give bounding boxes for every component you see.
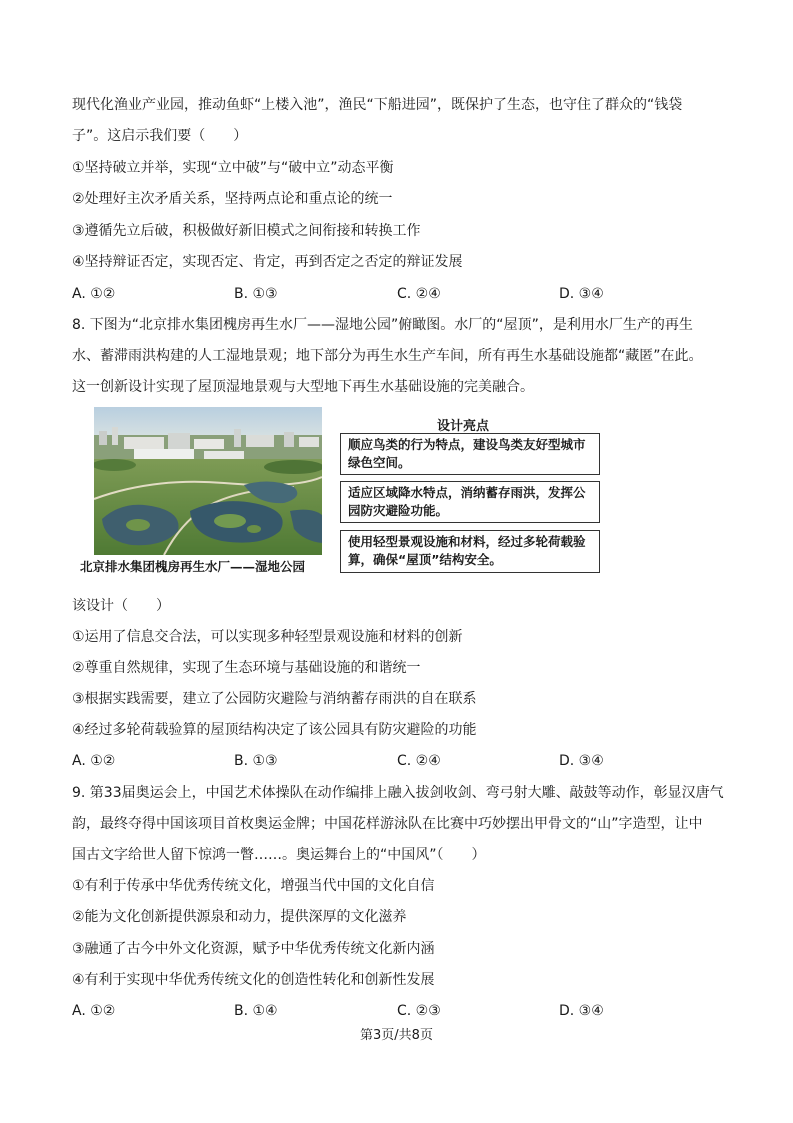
q7-option-b[interactable]: B. ①③ [234,286,278,302]
q9-options [72,1001,732,1021]
q7-options [72,284,732,304]
q8-figure [80,405,602,575]
q9-option-d[interactable]: D. ③④ [559,1003,604,1019]
q9-stem-line-1: 9. 第33届奥运会上，中国艺术体操队在动作编排上融入拔剑收剑、弯弓射大雕、敲鼓等动作，彰显汉唐气 [72,785,724,801]
highlight-box-3: 使用轻型景观设施和材料，经过多轮荷载验算，确保“屋顶”结构安全。 [340,530,600,573]
design-highlights-title: 设计亮点 [437,419,490,434]
q8-statement-4: ④经过多轮荷载验算的屋顶结构决定了该公园具有防灾避险的功能 [72,722,477,738]
highlight-box-1: 顺应鸟类的行为特点，建设鸟类友好型城市绿色空间。 [340,433,600,475]
q9-stem-line-3: 国古文字给世人留下惊鸿一瞥……。奥运舞台上的“中国风”（ ） [72,847,486,863]
q7-statement-4: ④坚持辩证否定，实现否定、肯定，再到否定之否定的辩证发展 [72,254,463,270]
q8-stem-line-1: 8. 下图为“北京排水集团槐房再生水厂——湿地公园”俯瞰图。水厂的“屋顶”，是利用水厂生产的再生 [72,317,693,333]
q7-option-c[interactable]: C. ②④ [397,286,441,302]
wetland-park-aerial-icon [94,407,322,555]
q7-option-d[interactable]: D. ③④ [559,286,604,302]
q8-question-stem: 该设计（ ） [72,598,170,614]
wetland-park-photo [94,407,322,555]
q7-stem-line-2: 子”。这启示我们要（ ） [72,128,248,144]
page-number: 第3页/共8页 [360,1028,433,1043]
q8-option-c[interactable]: C. ②④ [397,753,441,769]
figure-caption: 北京排水集团槐房再生水厂——湿地公园 [80,559,306,574]
q8-option-d[interactable]: D. ③④ [559,753,604,769]
q9-option-a[interactable]: A. ①② [72,1003,116,1019]
q8-stem-line-2: 水、蓄滞雨洪构建的人工湿地景观；地下部分为再生水生产车间，所有再生水基础设施都“藏匿”在此。 [72,348,703,364]
q7-statement-2: ②处理好主次矛盾关系，坚持两点论和重点论的统一 [72,191,393,207]
q8-statement-1: ①运用了信息交合法，可以实现多种轻型景观设施和材料的创新 [72,629,463,645]
q7-option-a[interactable]: A. ①② [72,286,116,302]
q9-stem-line-2: 韵，最终夺得中国该项目首枚奥运金牌；中国花样游泳队在比赛中巧妙摆出甲骨文的“山”字造型，让中 [72,816,703,832]
q8-statement-2: ②尊重自然规律，实现了生态环境与基础设施的和谐统一 [72,660,421,676]
q9-statement-3: ③融通了古今中外文化资源，赋予中华优秀传统文化新内涵 [72,941,435,957]
highlight-box-2: 适应区域降水特点，消纳蓄存雨洪，发挥公园防灾避险功能。 [340,481,600,523]
q8-option-a[interactable]: A. ①② [72,753,116,769]
q8-option-b[interactable]: B. ①③ [234,753,278,769]
q9-option-b[interactable]: B. ①④ [234,1003,278,1019]
q7-statement-1: ①坚持破立并举，实现“立中破”与“破中立”动态平衡 [72,160,394,176]
q9-option-c[interactable]: C. ②③ [397,1003,441,1019]
q9-statement-4: ④有利于实现中华优秀传统文化的创造性转化和创新性发展 [72,972,435,988]
q7-statement-3: ③遵循先立后破，积极做好新旧模式之间衔接和转换工作 [72,223,421,239]
q8-stem-line-3: 这一创新设计实现了屋顶湿地景观与大型地下再生水基础设施的完美融合。 [72,379,534,395]
q8-options [72,751,732,771]
q9-statement-1: ①有利于传承中华优秀传统文化，增强当代中国的文化自信 [72,878,435,894]
q9-statement-2: ②能为文化创新提供源泉和动力，提供深厚的文化滋养 [72,909,407,925]
q8-statement-3: ③根据实践需要，建立了公园防灾避险与消纳蓄存雨洪的自在联系 [72,691,477,707]
q7-stem-line-1: 现代化渔业产业园，推动鱼虾“上楼入池”，渔民“下船进园”，既保护了生态，也守住了群众的“钱袋 [72,97,683,113]
